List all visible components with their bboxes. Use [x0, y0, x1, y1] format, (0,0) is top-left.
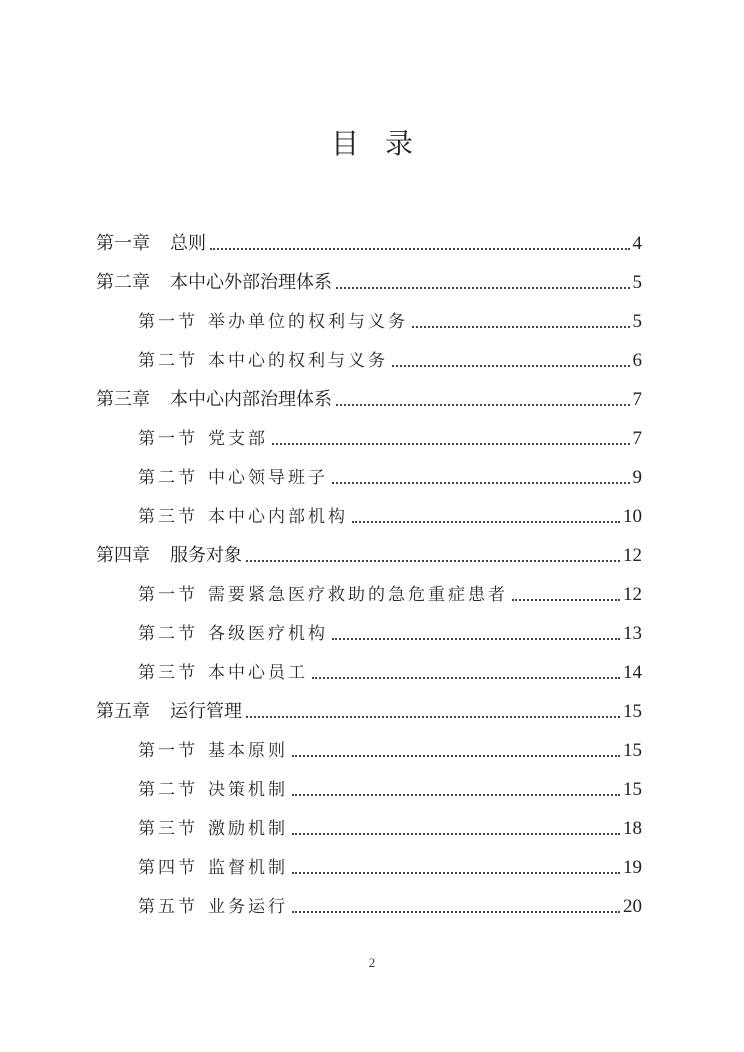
entry-label: 本中心内部治理体系 [170, 389, 332, 410]
toc-entry-section[interactable] [138, 653, 642, 685]
entry-page: 7 [632, 428, 642, 449]
entry-label: 党支部 [208, 429, 268, 449]
entry-number: 第一节 [138, 312, 198, 332]
entry-number: 第四章 [96, 545, 150, 566]
entry-label: 各级医疗机构 [208, 624, 328, 644]
entry-page: 18 [623, 818, 642, 839]
entry-label: 中心领导班子 [208, 468, 328, 488]
entry-number: 第二节 [138, 351, 198, 371]
entry-page: 12 [623, 584, 642, 605]
toc-title: 目录 [330, 127, 439, 160]
toc-entry-section[interactable] [138, 458, 642, 490]
dot-leader [352, 521, 620, 523]
entry-number: 第一章 [96, 233, 150, 254]
dot-leader [336, 287, 630, 289]
entry-page: 12 [623, 545, 642, 566]
entry-page: 20 [623, 896, 642, 917]
entry-label: 本中心的权利与义务 [208, 351, 388, 371]
toc-entry-section[interactable] [138, 497, 642, 529]
entry-number: 第三节 [138, 819, 198, 839]
entry-label: 运行管理 [170, 701, 242, 722]
entry-label: 举办单位的权利与义务 [208, 312, 408, 332]
dot-leader [292, 833, 620, 835]
toc-entry-section[interactable] [138, 770, 642, 802]
dot-leader [332, 638, 620, 640]
entry-label: 服务对象 [170, 545, 242, 566]
entry-number: 第五章 [96, 701, 150, 722]
entry-page: 15 [623, 740, 642, 761]
toc-entry-section[interactable] [138, 731, 642, 763]
entry-label: 总则 [170, 233, 206, 254]
entry-page: 10 [623, 506, 642, 527]
entry-page: 14 [623, 662, 642, 683]
entry-page: 4 [632, 233, 642, 254]
toc-entry-section[interactable] [138, 809, 642, 841]
toc-entry-section[interactable] [138, 575, 642, 607]
page-number: 2 [368, 955, 376, 970]
entry-number: 第三节 [138, 663, 198, 683]
entry-page: 6 [632, 350, 642, 371]
dot-leader [332, 482, 630, 484]
entry-number: 第五节 [138, 897, 198, 917]
dot-leader [246, 716, 620, 718]
toc-entry-chapter[interactable] [96, 224, 642, 256]
entry-number: 第二节 [138, 468, 198, 488]
dot-leader [246, 560, 620, 562]
toc-entry-section[interactable] [138, 848, 642, 880]
entry-number: 第一节 [138, 741, 198, 761]
toc-entry-chapter[interactable] [96, 692, 642, 724]
entry-page: 19 [623, 857, 642, 878]
entry-label: 需要紧急医疗救助的急危重症患者 [208, 585, 508, 605]
entry-label: 决策机制 [208, 780, 288, 800]
entry-number: 第二节 [138, 780, 198, 800]
toc-entry-section[interactable] [138, 887, 642, 919]
entry-label: 本中心内部机构 [208, 507, 348, 527]
toc-entry-section[interactable] [138, 614, 642, 646]
entry-number: 第二节 [138, 624, 198, 644]
dot-leader [292, 755, 620, 757]
entry-label: 本中心员工 [208, 663, 308, 683]
entry-page: 15 [623, 701, 642, 722]
entry-page: 9 [632, 467, 642, 488]
dot-leader [292, 911, 620, 913]
entry-number: 第三节 [138, 507, 198, 527]
dot-leader [412, 326, 630, 328]
entry-page: 7 [632, 389, 642, 410]
dot-leader [210, 248, 630, 250]
entry-label: 监督机制 [208, 858, 288, 878]
entry-page: 15 [623, 779, 642, 800]
entry-number: 第四节 [138, 858, 198, 878]
entry-number: 第一节 [138, 429, 198, 449]
entry-number: 第二章 [96, 272, 150, 293]
dot-leader [312, 677, 620, 679]
entry-label: 基本原则 [208, 741, 288, 761]
entry-page: 5 [632, 272, 642, 293]
entry-label: 业务运行 [208, 897, 288, 917]
dot-leader [512, 599, 620, 601]
entry-page: 5 [632, 311, 642, 332]
toc-entry-chapter[interactable] [96, 263, 642, 295]
toc-entry-section[interactable] [138, 302, 642, 334]
dot-leader [292, 872, 620, 874]
entry-page: 13 [623, 623, 642, 644]
dot-leader [336, 404, 630, 406]
entry-label: 激励机制 [208, 819, 288, 839]
dot-leader [292, 794, 620, 796]
toc-entry-section[interactable] [138, 419, 642, 451]
toc-entry-chapter[interactable] [96, 536, 642, 568]
entry-number: 第三章 [96, 389, 150, 410]
toc-entry-section[interactable] [138, 341, 642, 373]
dot-leader [392, 365, 630, 367]
dot-leader [272, 443, 630, 445]
toc-entry-chapter[interactable] [96, 380, 642, 412]
entry-label: 本中心外部治理体系 [170, 272, 332, 293]
entry-number: 第一节 [138, 585, 198, 605]
